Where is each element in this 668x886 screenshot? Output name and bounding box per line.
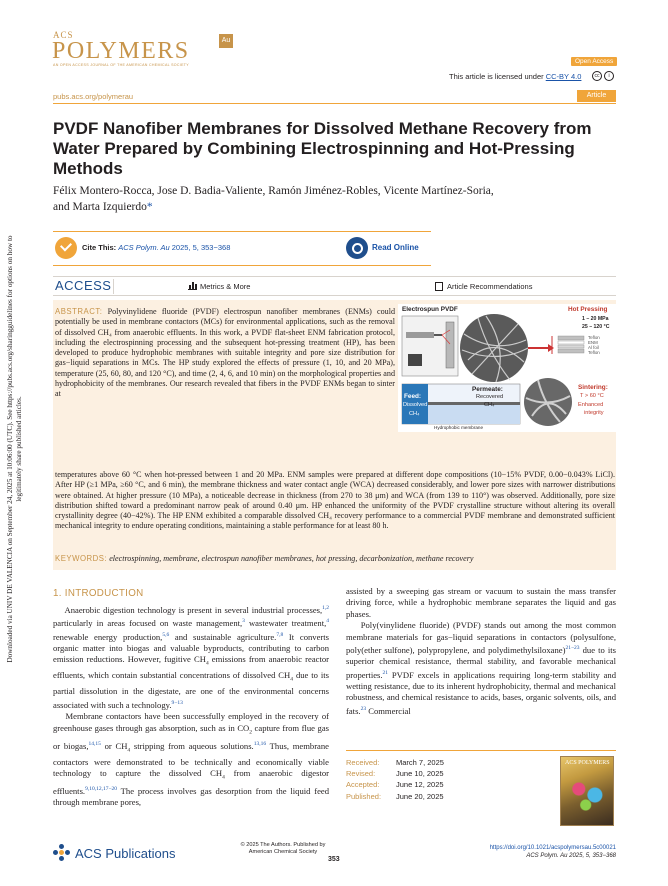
ga-permeate-species: CH₄ bbox=[484, 402, 495, 408]
doi-link[interactable]: https://doi.org/10.1021/acspolymersau.5c00021 bbox=[489, 845, 616, 851]
access-label: ACCESS bbox=[55, 278, 112, 293]
journal-url[interactable]: pubs.acs.org/polymerau bbox=[53, 92, 134, 101]
authors-line-2: and Marta Izquierdo bbox=[53, 200, 147, 213]
abstract-text-part2: temperatures above 60 °C when hot-pressed between 1 and 20 MPa. ENM samples were prepared at different dope compositions (10−15% PVDF, 0.00−0.043% LiCl). After HP (≥1 MPa, ≥60 °C, and 6 min), the membrane thickness and water contact angle (WCA) decreased considerably, and lower pore sizes with narrower distributions were obtained. At higher pressure (10 MPa), a noticeable decrease in thickness (from 270 to 38 μm) and WCA (from 139 to 110°) was observed. Additionally, pore size distribution shifted toward a predominant narrow peak of around 0.40 μm. HP enhanced the uniformity of the PVDF crystalline structure without altering its overall crystallinity degree (40−42%). The HP ENM exhibited a comparable dissolved CH₄ recovery performance to a commercial PVDF membrane and demonstrated sufficient mechanical integrity to endure operating conditions, maintaining a stable performance for at least 80 h. bbox=[55, 470, 615, 531]
cite-top-divider bbox=[53, 231, 431, 232]
ga-permeate-recovered: Recovered bbox=[476, 394, 504, 400]
journal-tagline: AN OPEN ACCESS JOURNAL OF THE AMERICAN CHEMICAL SOCIETY bbox=[53, 63, 189, 67]
date-accepted: Accepted: June 12, 2025 bbox=[346, 780, 444, 790]
cite-check-icon[interactable] bbox=[55, 237, 77, 259]
acs-logo-icon bbox=[53, 844, 71, 862]
ga-integrity: integrity bbox=[584, 410, 604, 416]
collector-icon bbox=[446, 322, 454, 368]
date-revised: Revised: June 10, 2025 bbox=[346, 769, 444, 779]
keywords-list: electrospinning, membrane, electrospun nanofiber membranes, hot pressing, decarbonization, methane recovery bbox=[109, 554, 474, 563]
read-online-icon[interactable] bbox=[346, 237, 368, 259]
body-column-left bbox=[53, 603, 329, 809]
journal-logo-badge: Au bbox=[219, 34, 233, 48]
metrics-link[interactable]: Metrics & More bbox=[200, 282, 251, 291]
ga-feed-species: CH₄ bbox=[409, 411, 420, 417]
author-list bbox=[53, 184, 613, 215]
open-access-badge: Open Access bbox=[571, 57, 617, 66]
article-type-badge: Article bbox=[577, 90, 616, 102]
cite-label: Cite This: bbox=[82, 243, 117, 252]
ga-electrospun-label: Electrospun PVDF bbox=[402, 306, 458, 313]
ga-stack-3: Al foil bbox=[588, 345, 599, 350]
date-received: Received: March 7, 2025 bbox=[346, 758, 444, 767]
ga-permeate-label: Permeate: bbox=[472, 386, 503, 393]
dates-divider bbox=[346, 750, 616, 751]
footer-doi bbox=[440, 844, 616, 860]
journal-cover-thumbnail[interactable] bbox=[560, 756, 614, 826]
recommendations-link[interactable]: Article Recommendations bbox=[447, 282, 533, 291]
abstract-body-1: Polyvinylidene fluoride (PVDF) electrospun nanofiber membranes (ENMs) could potentially be used in membrane contactors (MCs) for environmental applications, such as the removal of dissolved CH₄ from anaerobic effluents. In this work, a PVDF flat-sheet ENM fabrication protocol, including the electrospinning processing and the subsequent hot-pressing treatment (HP), has been developed to produce hydrophobic membranes with suitable integrity and pore size distribution for gas−liquid separations in MCs. The HP study explored the effects of pressure (1, 10, and 20 MPa), temperature (25, 60, 80, and 120 °C), and time (2, 4, 6, and 10 min) on the morphological properties and hydrophobicity of the membranes. Our research revealed that fibers in the PVDF ENMs began to sinter at bbox=[55, 307, 395, 398]
paragraph-2: Membrane contactors have been successfully employed in the recovery of greenhouse gases through gas absorption, such as in $CO_2$ capture from flue gas or biogas,$^{14,15}$ or $CH_4$ stripping from aqueous solutions.$^{13,16}$ Thus, membrane contactors were demonstrated to be technically and economically viable technology to capture the dissolved $CH_4$ from anaerobic digestor effluents.$^{9,10,12,17-20}$ The process involves gas desorption from the liquid feed through membrane pores, bbox=[53, 711, 329, 808]
license-link[interactable]: CC-BY 4.0 bbox=[545, 72, 582, 81]
article-title: PVDF Nanofiber Membranes for Dissolved Methane Recovery from Water Prepared by Combining Electrospinning and Hot-Pressing Methods bbox=[53, 119, 592, 178]
journal-logo-name: POLYMERS bbox=[52, 38, 190, 64]
abstract-text-part1 bbox=[55, 307, 395, 399]
acs-publications-logo[interactable] bbox=[53, 844, 175, 862]
publisher-name: ACS Publications bbox=[75, 845, 176, 861]
cite-details: 2025, 5, 353−368 bbox=[171, 243, 231, 252]
cc-license-icons bbox=[592, 71, 614, 81]
cite-journal: ACS Polym. Au bbox=[118, 243, 170, 252]
ga-hp-pressure: 1 – 20 MPa bbox=[582, 316, 609, 322]
license-notice bbox=[449, 72, 581, 81]
page-number: 353 bbox=[328, 856, 340, 863]
graphical-abstract bbox=[398, 304, 616, 432]
keywords bbox=[55, 554, 615, 564]
authors-line-1: Félix Montero-Rocca, Jose D. Badia-Valiente, Ramón Jiménez-Robles, Vicente Martínez-Soria, bbox=[53, 185, 494, 197]
ga-stack-4: Teflon bbox=[588, 350, 600, 355]
date-published: Published: June 20, 2025 bbox=[346, 791, 444, 801]
ga-stack-1: Teflon bbox=[588, 335, 600, 340]
cover-title: ACS POLYMERS bbox=[565, 760, 610, 766]
license-prefix: This article is licensed under bbox=[449, 72, 546, 81]
attribution-icon: i bbox=[604, 71, 614, 81]
read-online-link[interactable]: Read Online bbox=[372, 243, 419, 252]
section-introduction-heading: 1. INTRODUCTION bbox=[53, 588, 144, 599]
footer-citation: ACS Polym. Au 2025, 5, 353−368 bbox=[526, 853, 616, 859]
cc-icon: cc bbox=[592, 71, 602, 81]
paragraph-1: Anaerobic digestion technology is present in several industrial processes,$^{1,2}$ particularly in areas focused on waste management,$^3$ wastewater treatment,$^4$ renewable energy production,$^{5,6}$ and sustainable agriculture.$^{7,8}$ It converts organic matter into biogas and valuable byproducts, contributing to carbon emission reductions. However, fugitive $CH_4$ emissions from anaerobic reactor effluents, which contain substantial concentrations of dissolved $CH_4$ due to its partial dissolution in the digestate, are one of the environmental concerns associated with such a technology.$^{9-13}$ bbox=[53, 604, 329, 710]
cite-this[interactable] bbox=[82, 243, 230, 252]
ga-enhanced: Enhanced bbox=[578, 402, 604, 408]
access-separator bbox=[113, 279, 114, 294]
recommendations-icon[interactable] bbox=[435, 282, 443, 291]
keywords-label: KEYWORDS: bbox=[55, 554, 108, 563]
metrics-icon[interactable] bbox=[188, 282, 197, 290]
download-notice: Downloaded via UNIV DE VALENCIA on September 24, 2025 at 10:06:00 (UTC). See https://pubs.acs.org/sharingguidelines for options on how to legitimately share published articles. bbox=[6, 235, 23, 663]
ga-hydrophobic-label: Hydrophobic membrane bbox=[434, 425, 484, 430]
cite-bottom-divider bbox=[53, 265, 431, 266]
header-divider bbox=[53, 103, 616, 104]
ga-hot-pressing-label: Hot Pressing bbox=[568, 306, 608, 313]
ga-feed-dissolved: Dissolved bbox=[403, 402, 428, 408]
ga-feed-label: Feed: bbox=[404, 393, 422, 400]
copyright-notice: © 2025 The Authors. Published by American Chemical Society bbox=[240, 842, 326, 855]
ga-sintering-label: Sintering: bbox=[578, 384, 608, 391]
abstract-label: ABSTRACT: bbox=[55, 307, 103, 316]
corresponding-author-mark[interactable]: * bbox=[146, 200, 153, 213]
ga-hp-temperature: 25 – 120 °C bbox=[582, 324, 610, 330]
ga-stack-2: ENM bbox=[588, 340, 598, 345]
journal-logo-acs: ACS bbox=[53, 30, 74, 40]
paragraph-4: Poly(vinylidene fluoride) (PVDF) stands out among the most common membrane materials for gas−liquid separations in contactors (polysulfone, poly(ether sulfone), polypropylene, and polydimethylsiloxane)$^{21-23}$ due to its superior chemical resistance, thermal stability, and favorable mechanical properties.$^{21}$ PVDF excels in applications requiring long-term stability and wetting resistance, due to its inherent hydrophobicity, thermal and mechanical robustness, and chemical resistance to acids, bases, organic solvents, oils, and fats.$^{23}$ Commercial bbox=[346, 620, 616, 716]
publication-dates bbox=[346, 757, 546, 802]
power-supply-icon bbox=[408, 354, 422, 366]
body-column-right bbox=[346, 586, 616, 717]
syringe-icon bbox=[406, 332, 434, 338]
ga-sinter-temp: T > 60 °C bbox=[580, 393, 604, 399]
paragraph-3: assisted by a sweeping gas stream or vacuum to sustain the mass transfer driving force, while a hydrophobic membrane separates the liquid and gas phases. bbox=[346, 586, 616, 619]
